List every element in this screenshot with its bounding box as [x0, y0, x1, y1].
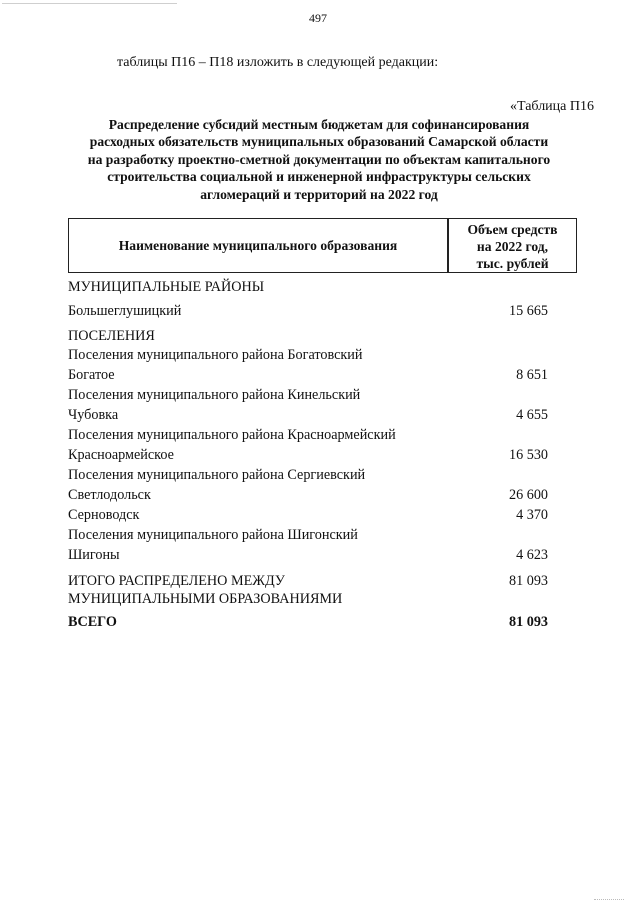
row-value: 4 370 — [516, 507, 548, 523]
row-name: Красноармейское — [68, 447, 174, 463]
row-name: Большеглушицкий — [68, 303, 182, 319]
table-title-line: расходных обязательств муниципальных образований Самарской области — [89, 134, 549, 150]
row-value: 4 623 — [516, 547, 548, 563]
header-amount-line: Объем средств — [467, 222, 558, 237]
row-value: 4 655 — [516, 407, 548, 423]
footer-mark — [594, 899, 624, 903]
row-value: 16 530 — [508, 447, 548, 463]
row-value: 8 651 — [516, 367, 548, 383]
row-value: 15 665 — [508, 303, 548, 319]
page-number: 497 — [309, 11, 327, 25]
row-name: ИТОГО РАСПРЕДЕЛЕНО МЕЖДУ — [68, 573, 285, 589]
table-title-line: агломераций и территорий на 2022 год — [200, 186, 438, 202]
row-name: Поселения муниципального района Богатовский — [68, 347, 363, 363]
table-header — [68, 218, 577, 273]
table-title-line: Распределение субсидий местным бюджетам для софинансирования — [108, 117, 530, 132]
row-name: Поселения муниципального района Красноармейский — [68, 427, 396, 443]
row-name: Поселения муниципального района Кинельский — [68, 387, 361, 403]
header-name-column: Наименование муниципального образования — [118, 237, 398, 253]
header-amount-column — [449, 221, 576, 272]
top-rule — [2, 3, 177, 4]
intro-text: таблицы П16 – П18 изложить в следующей редакции: — [117, 55, 439, 70]
row-name: Поселения муниципального района Шигонский — [68, 527, 358, 543]
table-title-line: на разработку проектно-сметной документации по объектам капитального — [87, 151, 551, 167]
row-value: 26 600 — [508, 487, 548, 503]
row-name: ПОСЕЛЕНИЯ — [68, 328, 155, 344]
row-name: Светлодольск — [68, 487, 151, 503]
row-name: Богатое — [68, 367, 115, 383]
table-title — [60, 116, 578, 203]
row-name: МУНИЦИПАЛЬНЫМИ ОБРАЗОВАНИЯМИ — [68, 591, 343, 607]
row-name: Шигоны — [68, 547, 120, 563]
header-amount-line: тыс. рублей — [476, 256, 549, 271]
row-value: 81 093 — [508, 614, 548, 630]
row-name: ВСЕГО — [68, 614, 117, 630]
header-amount-line: на 2022 год, — [476, 239, 549, 254]
row-name: МУНИЦИПАЛЬНЫЕ РАЙОНЫ — [68, 279, 265, 295]
table-title-line: строительства социальной и инженерной инфраструктуры сельских — [107, 169, 531, 185]
table-label: «Таблица П16 — [510, 99, 594, 114]
row-name: Чубовка — [68, 407, 119, 423]
row-value: 81 093 — [508, 573, 548, 589]
row-name: Серноводск — [68, 507, 140, 523]
row-name: Поселения муниципального района Сергиевский — [68, 467, 366, 483]
